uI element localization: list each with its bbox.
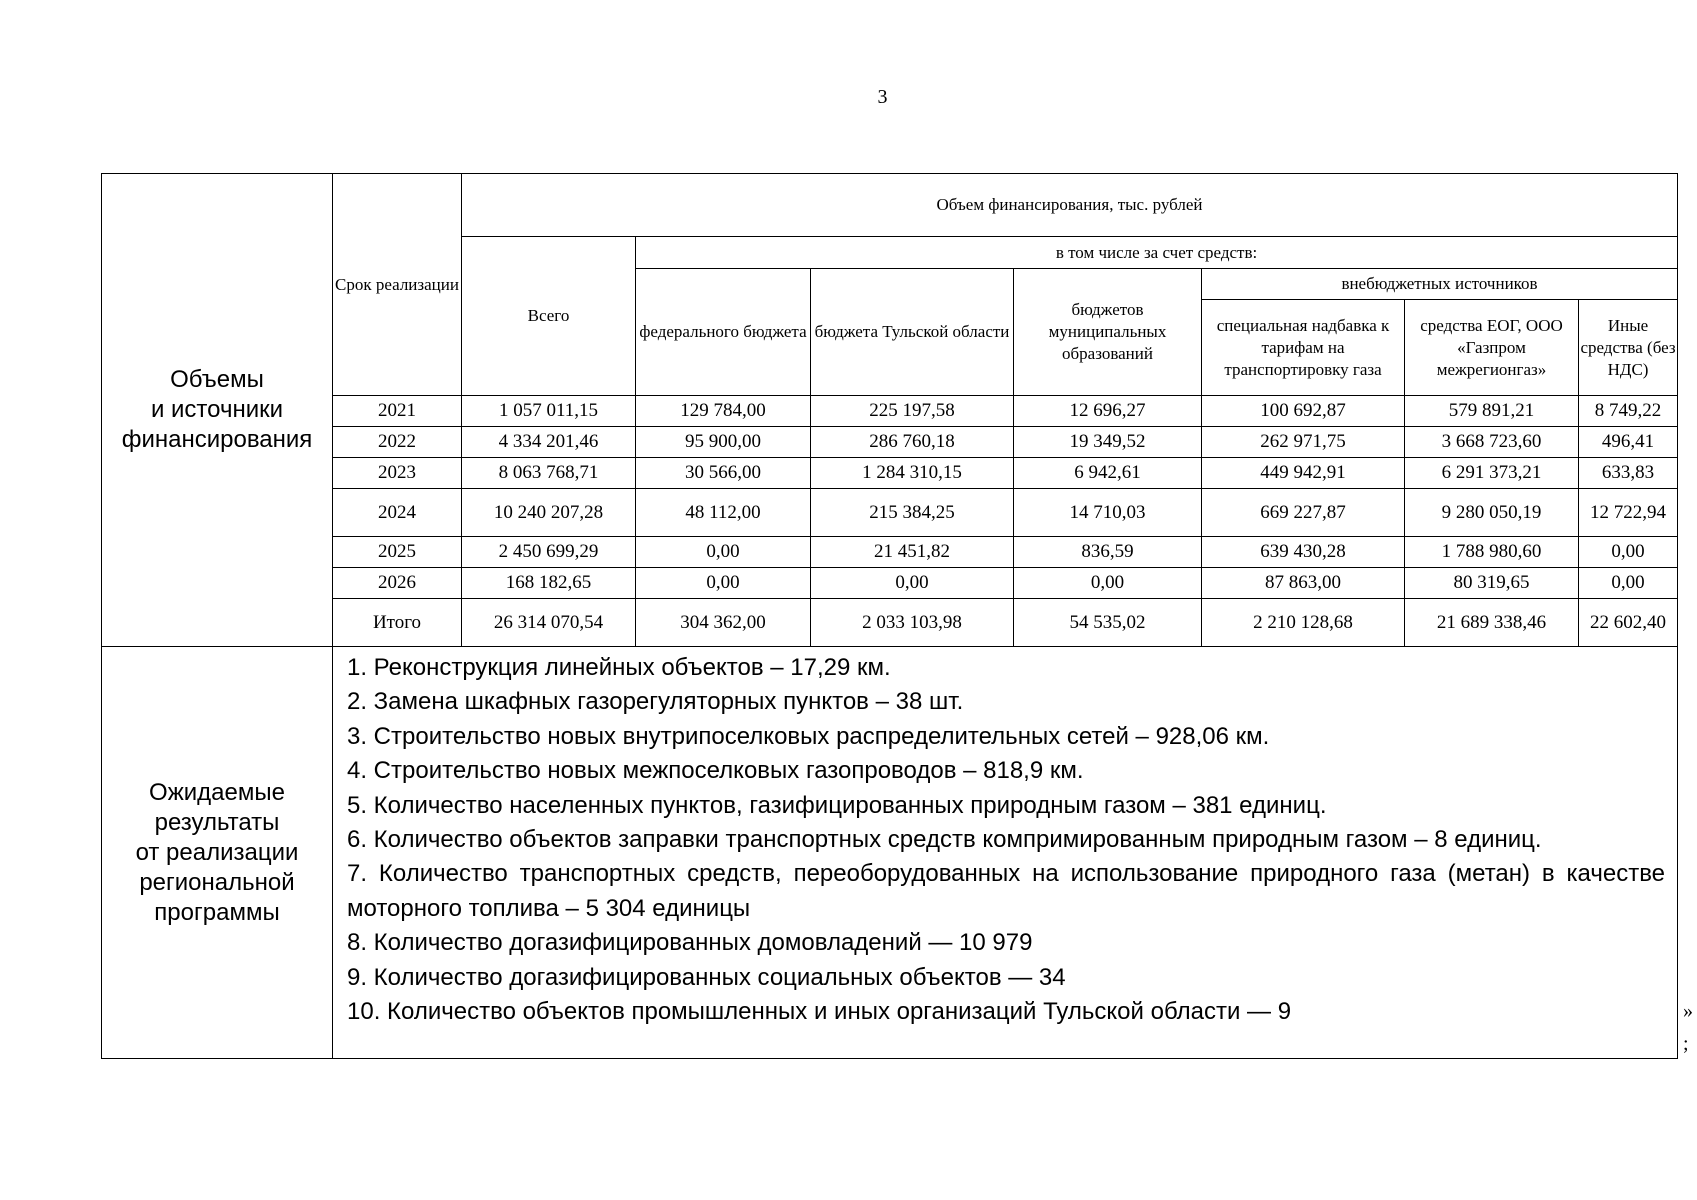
cell: 0,00	[1579, 568, 1678, 599]
cell: 22 602,40	[1579, 599, 1678, 647]
header-volume: Объем финансирования, тыс. рублей	[462, 174, 1678, 237]
table-row-total	[102, 599, 1678, 647]
result-item: 6. Количество объектов заправки транспортных средств компримированным природным газом – 8 единиц.	[347, 826, 1542, 854]
cell: 1 057 011,15	[462, 396, 636, 427]
results-label	[102, 647, 333, 1059]
cell: 26 314 070,54	[462, 599, 636, 647]
header-other: Иные средства (без НДС)	[1579, 300, 1678, 396]
cell: 496,41	[1579, 427, 1678, 458]
cell: 2022	[333, 427, 462, 458]
cell: 286 760,18	[811, 427, 1014, 458]
cell: 0,00	[1014, 568, 1202, 599]
cell: 10 240 207,28	[462, 489, 636, 537]
cell: 215 384,25	[811, 489, 1014, 537]
result-item: 8. Количество догазифицированных домовладений — 10 979	[347, 929, 1033, 957]
result-item: 10. Количество объектов промышленных и иных организаций Тульской области — 9	[347, 998, 1292, 1026]
page-number: 3	[877, 86, 888, 108]
cell: 633,83	[1579, 458, 1678, 489]
financing-label-text: Объемы и источники финансирования	[121, 366, 313, 453]
cell: 8 749,22	[1579, 396, 1678, 427]
results-list	[333, 647, 1678, 1059]
header-total: Всего	[462, 237, 636, 396]
table-row	[102, 489, 1678, 537]
header-federal: федерального бюджета	[636, 269, 811, 396]
cell: 449 942,91	[1202, 458, 1405, 489]
cell: 129 784,00	[636, 396, 811, 427]
result-item: 2. Замена шкафных газорегуляторных пунктов – 38 шт.	[347, 688, 964, 716]
header-municipal: бюджетов муниципальных образований	[1014, 269, 1202, 396]
result-item: 7. Количество транспортных средств, переоборудованных на использование природного газа (метан) в качестве моторного топлива – 5 304 единицы	[347, 860, 1666, 922]
table-row	[102, 427, 1678, 458]
cell: 1 788 980,60	[1405, 537, 1579, 568]
cell: 80 319,65	[1405, 568, 1579, 599]
cell: 0,00	[1579, 537, 1678, 568]
table-row	[102, 537, 1678, 568]
cell: 12 722,94	[1579, 489, 1678, 537]
financing-label	[102, 174, 333, 647]
cell: 2021	[333, 396, 462, 427]
cell: 30 566,00	[636, 458, 811, 489]
result-item: 3. Строительство новых внутрипоселковых распределительных сетей – 928,06 км.	[347, 722, 1270, 750]
table-row	[102, 458, 1678, 489]
result-item: 5. Количество населенных пунктов, газифицированных природным газом – 381 единиц.	[347, 791, 1327, 819]
cell: 0,00	[636, 537, 811, 568]
closing-quote: »	[1683, 1000, 1693, 1022]
cell: 87 863,00	[1202, 568, 1405, 599]
cell: 14 710,03	[1014, 489, 1202, 537]
header-eog: средства ЕОГ, ООО «Газпром межрегионгаз»	[1405, 300, 1579, 396]
cell: 0,00	[636, 568, 811, 599]
cell: 836,59	[1014, 537, 1202, 568]
cell: 6 291 373,21	[1405, 458, 1579, 489]
closing-semicolon: ;	[1683, 1033, 1689, 1055]
cell: 19 349,52	[1014, 427, 1202, 458]
cell: 639 430,28	[1202, 537, 1405, 568]
cell: 95 900,00	[636, 427, 811, 458]
header-extra: внебюджетных источников	[1202, 269, 1678, 300]
cell: 262 971,75	[1202, 427, 1405, 458]
header-including: в том числе за счет средств:	[636, 237, 1678, 269]
table-row	[102, 396, 1678, 427]
cell: 304 362,00	[636, 599, 811, 647]
cell: 225 197,58	[811, 396, 1014, 427]
cell: 2026	[333, 568, 462, 599]
header-regional: бюджета Тульской области	[811, 269, 1014, 396]
cell: 2 033 103,98	[811, 599, 1014, 647]
program-passport-table	[101, 173, 1678, 1059]
cell: 2 210 128,68	[1202, 599, 1405, 647]
cell: 9 280 050,19	[1405, 489, 1579, 537]
header-surcharge: специальная надбавка к тарифам на транспортировку газа	[1202, 300, 1405, 396]
cell: 2 450 699,29	[462, 537, 636, 568]
table-row	[102, 568, 1678, 599]
cell: 21 689 338,46	[1405, 599, 1579, 647]
cell: 2024	[333, 489, 462, 537]
result-item: 9. Количество догазифицированных социальных объектов — 34	[347, 963, 1066, 991]
cell: 4 334 201,46	[462, 427, 636, 458]
cell: 8 063 768,71	[462, 458, 636, 489]
result-item: 4. Строительство новых межпоселковых газопроводов – 818,9 км.	[347, 757, 1084, 785]
header-term: Срок реализации	[333, 174, 462, 396]
cell: 100 692,87	[1202, 396, 1405, 427]
results-label-text: Ожидаемые результаты от реализации региональной программы	[135, 778, 299, 926]
result-item: 1. Реконструкция линейных объектов – 17,29 км.	[347, 654, 891, 681]
cell: 168 182,65	[462, 568, 636, 599]
cell: 579 891,21	[1405, 396, 1579, 427]
cell: Итого	[333, 599, 462, 647]
cell: 0,00	[811, 568, 1014, 599]
cell: 12 696,27	[1014, 396, 1202, 427]
cell: 48 112,00	[636, 489, 811, 537]
cell: 2025	[333, 537, 462, 568]
cell: 3 668 723,60	[1405, 427, 1579, 458]
cell: 54 535,02	[1014, 599, 1202, 647]
cell: 1 284 310,15	[811, 458, 1014, 489]
cell: 2023	[333, 458, 462, 489]
cell: 669 227,87	[1202, 489, 1405, 537]
cell: 21 451,82	[811, 537, 1014, 568]
cell: 6 942,61	[1014, 458, 1202, 489]
